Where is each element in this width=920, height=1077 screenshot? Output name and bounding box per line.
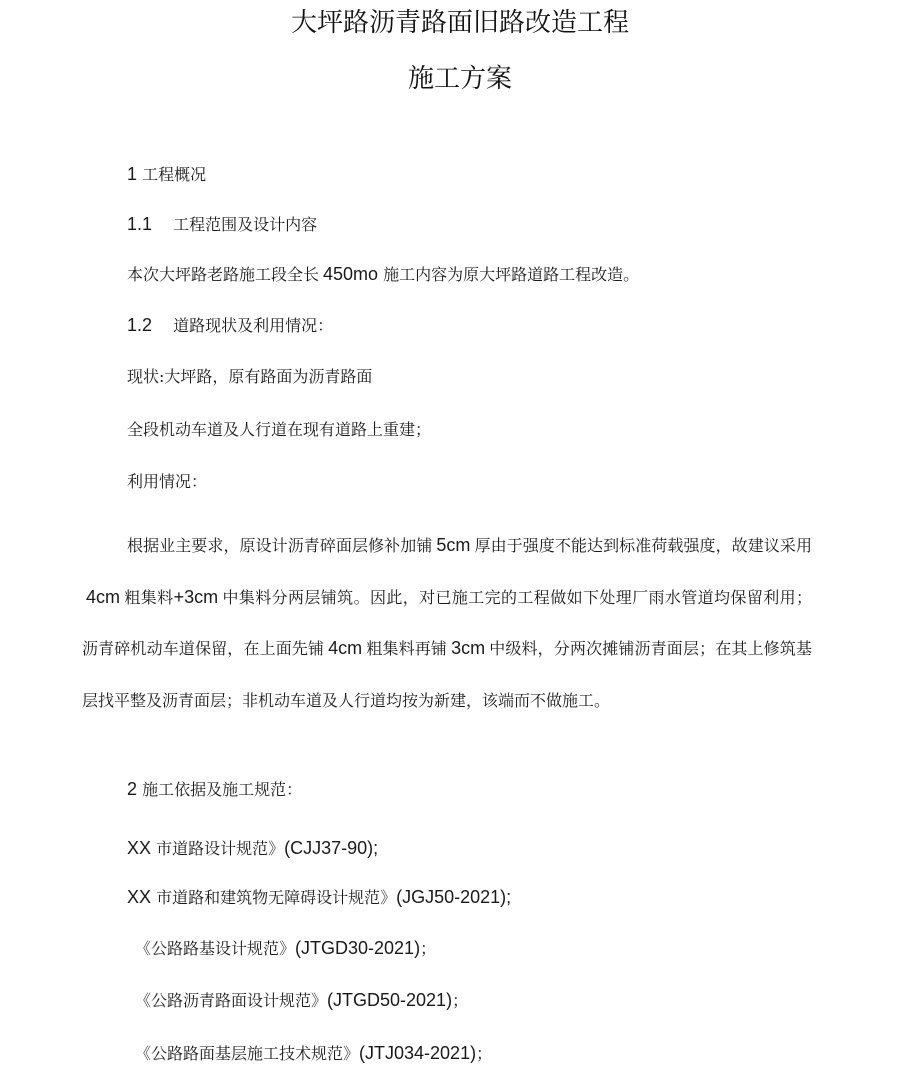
usage-line: 利用情况： bbox=[127, 472, 208, 491]
reference-name: 《公路路基设计规范》 bbox=[135, 939, 296, 958]
reference-prefix: XX bbox=[127, 887, 152, 907]
para-text-3: 粗集料 bbox=[124, 587, 174, 607]
para-text-6: 中级料，分两次摊铺沥青面层；在其上修筑基层找平整及沥青面层；非机动车道及人行道均按为新建，该端而不做施工。 bbox=[82, 639, 812, 710]
reference-code: (JGJ50-2021); bbox=[396, 887, 512, 907]
reference-name: 市道路设计规范》 bbox=[156, 839, 285, 858]
reference-name: 市道路和建筑物无障碍设计规范》 bbox=[156, 888, 397, 907]
reference-end: ； bbox=[452, 991, 469, 1010]
para-text-2: 厚由于强度不能达到标准荷载强度，故建议采用 bbox=[474, 536, 812, 555]
para-value-1: 5cm bbox=[436, 535, 471, 555]
section-2-number: 2 bbox=[127, 779, 138, 799]
section-1-1-number: 1.1 bbox=[127, 214, 153, 234]
scope-length: 450mo bbox=[323, 264, 379, 284]
para-value-2: 4cm bbox=[86, 586, 121, 607]
reference-name: 《公路路面基层施工技术规范》 bbox=[135, 1044, 360, 1063]
reference-item bbox=[135, 990, 468, 1011]
section-1-2-heading bbox=[127, 315, 333, 336]
section-1-1-heading bbox=[127, 214, 317, 235]
reference-end: ； bbox=[420, 939, 437, 958]
para-text-5: 粗集料再铺 bbox=[366, 639, 448, 658]
scope-line bbox=[127, 264, 639, 285]
scope-text-b: 施工内容为原大坪路道路工程改造。 bbox=[383, 265, 640, 284]
para-text-1: 根据业主要求，原设计沥青碎面层修补加铺 bbox=[127, 536, 433, 555]
reference-code: (JTGD30-2021) bbox=[295, 938, 421, 958]
rebuild-line: 全段机动车道及人行道在现有道路上重建； bbox=[127, 420, 432, 439]
section-1-heading bbox=[127, 164, 206, 185]
para-text-4: 中集料分两层铺筑。因此，对已施工完的工程做如下处理厂雨水管道均保留利用；沥青碎机动车道保留，在上面先铺 bbox=[82, 587, 812, 658]
document-subtitle: 施工方案 bbox=[407, 64, 512, 94]
section-1-2-title: 道路现状及利用情况： bbox=[173, 316, 334, 335]
section-1-2-number: 1.2 bbox=[127, 315, 153, 335]
reference-prefix: XX bbox=[127, 838, 152, 858]
reference-item bbox=[127, 887, 511, 908]
document-title: 大坪路沥青路面旧路改造工程 bbox=[290, 8, 629, 38]
section-1-title: 工程概况 bbox=[142, 165, 207, 184]
reference-item bbox=[127, 838, 378, 859]
reference-code: (JTJ034-2021) bbox=[359, 1043, 477, 1063]
scope-text-a: 本次大坪路老路施工段全长 bbox=[127, 265, 320, 284]
section-1-1-title: 工程范围及设计内容 bbox=[173, 215, 318, 234]
reference-item bbox=[135, 1043, 492, 1064]
reference-name: 《公路沥青路面设计规范》 bbox=[135, 991, 328, 1010]
reference-code: (CJJ37-90); bbox=[284, 838, 379, 858]
treatment-paragraph bbox=[82, 520, 812, 726]
section-2-heading bbox=[127, 779, 302, 800]
para-value-4: 4cm bbox=[328, 638, 363, 658]
section-1-number: 1 bbox=[127, 164, 138, 184]
status-line: 现状:大坪路，原有路面为沥青路面 bbox=[127, 367, 373, 386]
para-value-5: 3cm bbox=[451, 638, 486, 658]
para-value-3: +3cm bbox=[173, 586, 219, 607]
section-2-title: 施工依据及施工规范： bbox=[142, 780, 303, 799]
reference-code: (JTGD50-2021) bbox=[327, 990, 453, 1010]
reference-item bbox=[135, 938, 436, 959]
reference-end: ； bbox=[476, 1044, 493, 1063]
